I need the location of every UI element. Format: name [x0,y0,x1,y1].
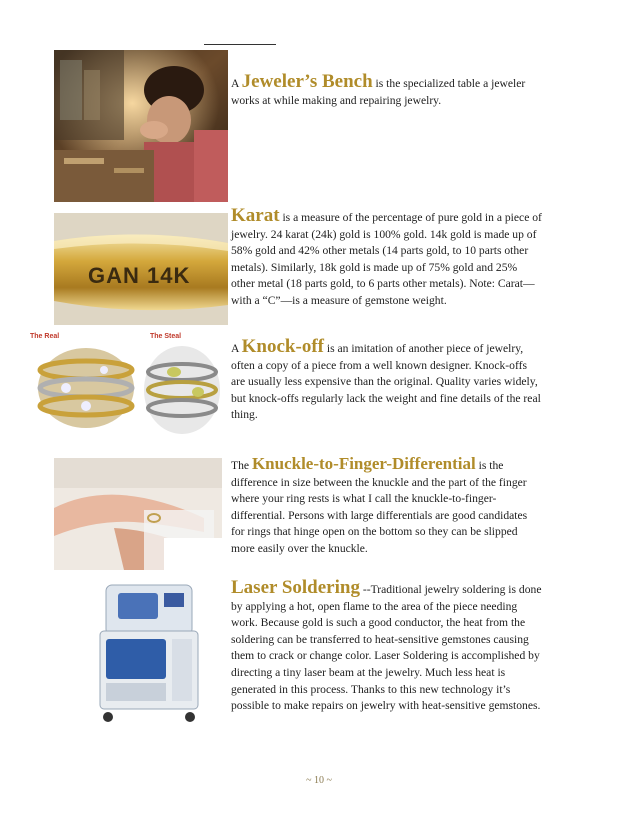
term-karat: Karat [231,205,280,226]
entry-knock-off [231,336,543,424]
karat-ring-photo [54,213,228,325]
entry-definition: --Traditional jewelry soldering is done by applying a hot, open flame to the area of the piece needing work. Because gold is such a good conductor, the heat from the soldering can be transferred to heat-sensitive gemstones causing them to crack or change color. Laser Soldering is accomplished by directing a tiny laser beam at the jewelry. Much less heat is generated in this process. Thanks to this new technology it’s possible to make repairs on jewelry with heat-sensitive gemstones. [231,583,542,713]
entry-definition: is the specialized table a jeweler works at while making and repairing jewelry. [231,77,526,107]
term-laser-soldering: Laser Soldering [231,577,360,598]
page-number: ~ 10 ~ [306,775,332,786]
entry-jewelers-bench [231,71,543,109]
entry-laser-soldering [231,577,543,715]
laser-soldering-machine-photo [76,575,222,727]
knuckle-differential-photo [54,458,222,570]
entry-definition: is an imitation of another piece of jewelry, often a copy of a piece from a well known designer. Knock-offs are usually less expensive than the original. Quality varies widely, but knock-offs regularly lack the weight and fine details of the real thing. [231,342,541,422]
entry-prefix: A [231,342,242,355]
entry-knuckle-differential [231,456,543,558]
entry-definition: is a measure of the percentage of pure gold in a piece of jewelry. 24 karat (24k) gold is 100% gold. 14k gold is made up of 58% gold and 42% other metals (14 parts gold, to 10 parts other metals). Similarly, 18k gold is made up of 75% gold and 25% other metal (18 parts gold, to 6 parts other metals). Note: Carat—with a “C”—is a measure of gemstone weight. [231,211,542,307]
real-ring-illustration [38,348,134,428]
entry-prefix: The [231,459,252,472]
term-knuckle-differential: Knuckle-to-Finger-Differential [251,454,476,473]
term-knock-off: Knock-off [241,336,324,357]
entry-definition: is the difference in size between the knuckle and the part of the finger where your ring rests is what I call the knuckle-to-finger-differential. Persons with large differentials are good candidates for rings that hinge open on the bottom so they can be slipped more easily over the knuckle. [231,459,528,555]
knock-off-rings-photo [26,330,222,442]
entry-prefix: A [231,77,242,90]
steal-ring-illustration [144,346,220,434]
term-jewelers-bench: Jeweler’s Bench [241,71,373,92]
label-the-real: The Real [30,333,60,340]
entry-karat [231,205,543,310]
header-rule [204,44,276,45]
ring-engraving-text: GAN 14K [88,263,191,288]
jewelers-bench-photo [54,50,228,202]
label-the-steal: The Steal [150,333,182,340]
